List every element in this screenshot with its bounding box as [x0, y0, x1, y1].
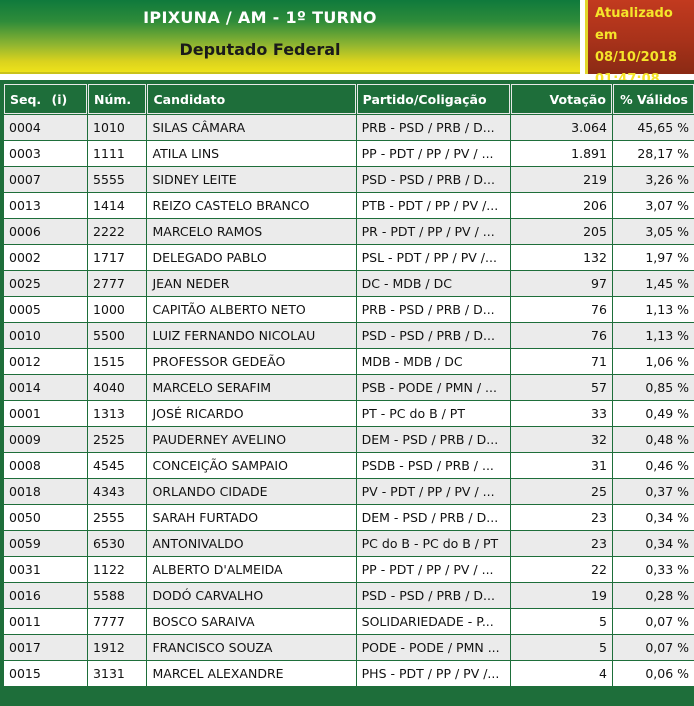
cell-votes: 206 [511, 193, 611, 218]
table-row[interactable] [4, 375, 694, 400]
cell-seq: 0010 [4, 323, 87, 348]
table-row[interactable] [4, 245, 694, 270]
cell-num: 7777 [88, 609, 146, 634]
cell-num: 6530 [88, 531, 146, 556]
cell-votes: 31 [511, 453, 611, 478]
column-header-votes[interactable]: Votação [511, 84, 611, 114]
cell-seq: 0004 [4, 115, 87, 140]
cell-pct: 0,33 % [613, 557, 694, 582]
cell-party: SOLIDARIEDADE - P... [357, 609, 511, 634]
cell-votes: 71 [511, 349, 611, 374]
cell-num: 4343 [88, 479, 146, 504]
cell-votes: 23 [511, 531, 611, 556]
cell-num: 1414 [88, 193, 146, 218]
table-row[interactable] [4, 141, 694, 166]
cell-party: PSDB - PSD / PRB / ... [357, 453, 511, 478]
cell-votes: 205 [511, 219, 611, 244]
cell-party: PR - PDT / PP / PV / ... [357, 219, 511, 244]
seq-header-label: Seq. [10, 91, 42, 107]
cell-seq: 0013 [4, 193, 87, 218]
column-header-seq[interactable] [4, 84, 87, 114]
cell-candidate: PROFESSOR GEDEÃO [147, 349, 355, 374]
cell-votes: 23 [511, 505, 611, 530]
cell-seq: 0014 [4, 375, 87, 400]
column-header-pct[interactable]: % Válidos [613, 84, 694, 114]
cell-seq: 0017 [4, 635, 87, 660]
cell-num: 5500 [88, 323, 146, 348]
cell-party: PT - PC do B / PT [357, 401, 511, 426]
cell-num: 3131 [88, 661, 146, 686]
cell-pct: 3,07 % [613, 193, 694, 218]
cell-pct: 1,45 % [613, 271, 694, 296]
cell-num: 1912 [88, 635, 146, 660]
cell-pct: 0,85 % [613, 375, 694, 400]
cell-seq: 0007 [4, 167, 87, 192]
cell-party: PSD - PSD / PRB / D... [357, 583, 511, 608]
table-row[interactable] [4, 583, 694, 608]
cell-seq: 0015 [4, 661, 87, 686]
cell-num: 2222 [88, 219, 146, 244]
cell-seq: 0001 [4, 401, 87, 426]
table-row[interactable] [4, 453, 694, 478]
cell-pct: 45,65 % [613, 115, 694, 140]
cell-pct: 0,07 % [613, 609, 694, 634]
cell-votes: 25 [511, 479, 611, 504]
cell-num: 1122 [88, 557, 146, 582]
cell-pct: 1,13 % [613, 323, 694, 348]
cell-seq: 0012 [4, 349, 87, 374]
cell-party: PODE - PODE / PMN ... [357, 635, 511, 660]
cell-candidate: PAUDERNEY AVELINO [147, 427, 355, 452]
cell-seq: 0005 [4, 297, 87, 322]
cell-votes: 132 [511, 245, 611, 270]
cell-party: PSB - PODE / PMN / ... [357, 375, 511, 400]
table-body [4, 115, 694, 686]
cell-party: PP - PDT / PP / PV / ... [357, 141, 511, 166]
cell-num: 5555 [88, 167, 146, 192]
cell-candidate: BOSCO SARAIVA [147, 609, 355, 634]
cell-candidate: CONCEIÇÃO SAMPAIO [147, 453, 355, 478]
cell-candidate: CAPITÃO ALBERTO NETO [147, 297, 355, 322]
cell-candidate: LUIZ FERNANDO NICOLAU [147, 323, 355, 348]
cell-party: PV - PDT / PP / PV / ... [357, 479, 511, 504]
cell-party: PSD - PSD / PRB / D... [357, 167, 511, 192]
cell-candidate: DELEGADO PABLO [147, 245, 355, 270]
cell-candidate: REIZO CASTELO BRANCO [147, 193, 355, 218]
cell-party: PP - PDT / PP / PV / ... [357, 557, 511, 582]
updated-label: Atualizado em [595, 6, 673, 43]
cell-candidate: MARCELO RAMOS [147, 219, 355, 244]
info-icon[interactable]: (i) [51, 91, 68, 107]
cell-seq: 0016 [4, 583, 87, 608]
column-header-party[interactable]: Partido/Coligação [357, 84, 511, 114]
cell-seq: 0018 [4, 479, 87, 504]
cell-party: PRB - PSD / PRB / D... [357, 297, 511, 322]
page-title: IPIXUNA / AM - 1º TURNO [143, 8, 377, 27]
cell-seq: 0002 [4, 245, 87, 270]
cell-party: PHS - PDT / PP / PV /... [357, 661, 511, 686]
cell-num: 2555 [88, 505, 146, 530]
cell-votes: 76 [511, 297, 611, 322]
cell-candidate: DODÓ CARVALHO [147, 583, 355, 608]
updated-date: 08/10/2018 [595, 50, 677, 65]
cell-votes: 22 [511, 557, 611, 582]
cell-pct: 0,46 % [613, 453, 694, 478]
cell-num: 2777 [88, 271, 146, 296]
cell-votes: 4 [511, 661, 611, 686]
cell-num: 1313 [88, 401, 146, 426]
cell-pct: 28,17 % [613, 141, 694, 166]
cell-num: 1010 [88, 115, 146, 140]
cell-seq: 0059 [4, 531, 87, 556]
cell-party: PC do B - PC do B / PT [357, 531, 511, 556]
title-banner [0, 0, 580, 74]
table-row[interactable] [4, 661, 694, 686]
cell-party: DC - MDB / DC [357, 271, 511, 296]
cell-votes: 33 [511, 401, 611, 426]
table-row[interactable] [4, 531, 694, 556]
cell-seq: 0006 [4, 219, 87, 244]
cell-num: 5588 [88, 583, 146, 608]
cell-pct: 0,06 % [613, 661, 694, 686]
cell-seq: 0008 [4, 453, 87, 478]
cell-pct: 0,34 % [613, 505, 694, 530]
cell-votes: 219 [511, 167, 611, 192]
table-row[interactable] [4, 297, 694, 322]
cell-pct: 0,34 % [613, 531, 694, 556]
cell-party: PSD - PSD / PRB / D... [357, 323, 511, 348]
table-row[interactable] [4, 557, 694, 582]
cell-pct: 0,07 % [613, 635, 694, 660]
column-header-candidate[interactable]: Candidato [147, 84, 355, 114]
cell-candidate: JEAN NEDER [147, 271, 355, 296]
cell-pct: 1,13 % [613, 297, 694, 322]
cell-num: 2525 [88, 427, 146, 452]
cell-votes: 32 [511, 427, 611, 452]
cell-num: 1717 [88, 245, 146, 270]
table-row[interactable] [4, 427, 694, 452]
cell-seq: 0031 [4, 557, 87, 582]
cell-party: PSL - PDT / PP / PV /... [357, 245, 511, 270]
cell-candidate: SARAH FURTADO [147, 505, 355, 530]
cell-pct: 1,97 % [613, 245, 694, 270]
cell-votes: 1.891 [511, 141, 611, 166]
cell-candidate: MARCELO SERAFIM [147, 375, 355, 400]
table-row[interactable] [4, 167, 694, 192]
update-timestamp-box [585, 0, 694, 74]
table-row[interactable] [4, 271, 694, 296]
table-row[interactable] [4, 609, 694, 634]
cell-votes: 57 [511, 375, 611, 400]
cell-votes: 19 [511, 583, 611, 608]
table-row[interactable] [4, 349, 694, 374]
cell-pct: 3,05 % [613, 219, 694, 244]
cell-candidate: ORLANDO CIDADE [147, 479, 355, 504]
table-row[interactable] [4, 219, 694, 244]
table-row[interactable] [4, 401, 694, 426]
cell-seq: 0025 [4, 271, 87, 296]
page-header [0, 0, 694, 80]
cell-pct: 3,26 % [613, 167, 694, 192]
cell-votes: 3.064 [511, 115, 611, 140]
table-row[interactable] [4, 479, 694, 504]
cell-pct: 0,48 % [613, 427, 694, 452]
cell-seq: 0011 [4, 609, 87, 634]
cell-party: DEM - PSD / PRB / D... [357, 427, 511, 452]
cell-candidate: SIDNEY LEITE [147, 167, 355, 192]
cell-candidate: SILAS CÂMARA [147, 115, 355, 140]
cell-votes: 5 [511, 635, 611, 660]
table-row[interactable] [4, 505, 694, 530]
cell-candidate: JOSÉ RICARDO [147, 401, 355, 426]
cell-votes: 76 [511, 323, 611, 348]
cell-party: MDB - MDB / DC [357, 349, 511, 374]
cell-candidate: FRANCISCO SOUZA [147, 635, 355, 660]
table-row[interactable] [4, 323, 694, 348]
cell-pct: 0,28 % [613, 583, 694, 608]
cell-votes: 5 [511, 609, 611, 634]
cell-num: 1111 [88, 141, 146, 166]
cell-party: PRB - PSD / PRB / D... [357, 115, 511, 140]
page-subtitle: Deputado Federal [179, 40, 341, 59]
table-row[interactable] [4, 635, 694, 660]
cell-party: PTB - PDT / PP / PV /... [357, 193, 511, 218]
cell-candidate: ANTONIVALDO [147, 531, 355, 556]
cell-party: DEM - PSD / PRB / D... [357, 505, 511, 530]
results-table-container [0, 80, 694, 706]
table-header-row [4, 84, 694, 114]
cell-num: 4040 [88, 375, 146, 400]
table-row[interactable] [4, 193, 694, 218]
cell-candidate: MARCEL ALEXANDRE [147, 661, 355, 686]
results-table [3, 83, 694, 687]
cell-candidate: ALBERTO D'ALMEIDA [147, 557, 355, 582]
cell-pct: 1,06 % [613, 349, 694, 374]
cell-votes: 97 [511, 271, 611, 296]
column-header-num[interactable]: Núm. [88, 84, 146, 114]
cell-seq: 0050 [4, 505, 87, 530]
table-row[interactable] [4, 115, 694, 140]
cell-num: 1515 [88, 349, 146, 374]
cell-seq: 0003 [4, 141, 87, 166]
cell-num: 1000 [88, 297, 146, 322]
cell-pct: 0,37 % [613, 479, 694, 504]
cell-pct: 0,49 % [613, 401, 694, 426]
cell-candidate: ATILA LINS [147, 141, 355, 166]
cell-num: 4545 [88, 453, 146, 478]
cell-seq: 0009 [4, 427, 87, 452]
